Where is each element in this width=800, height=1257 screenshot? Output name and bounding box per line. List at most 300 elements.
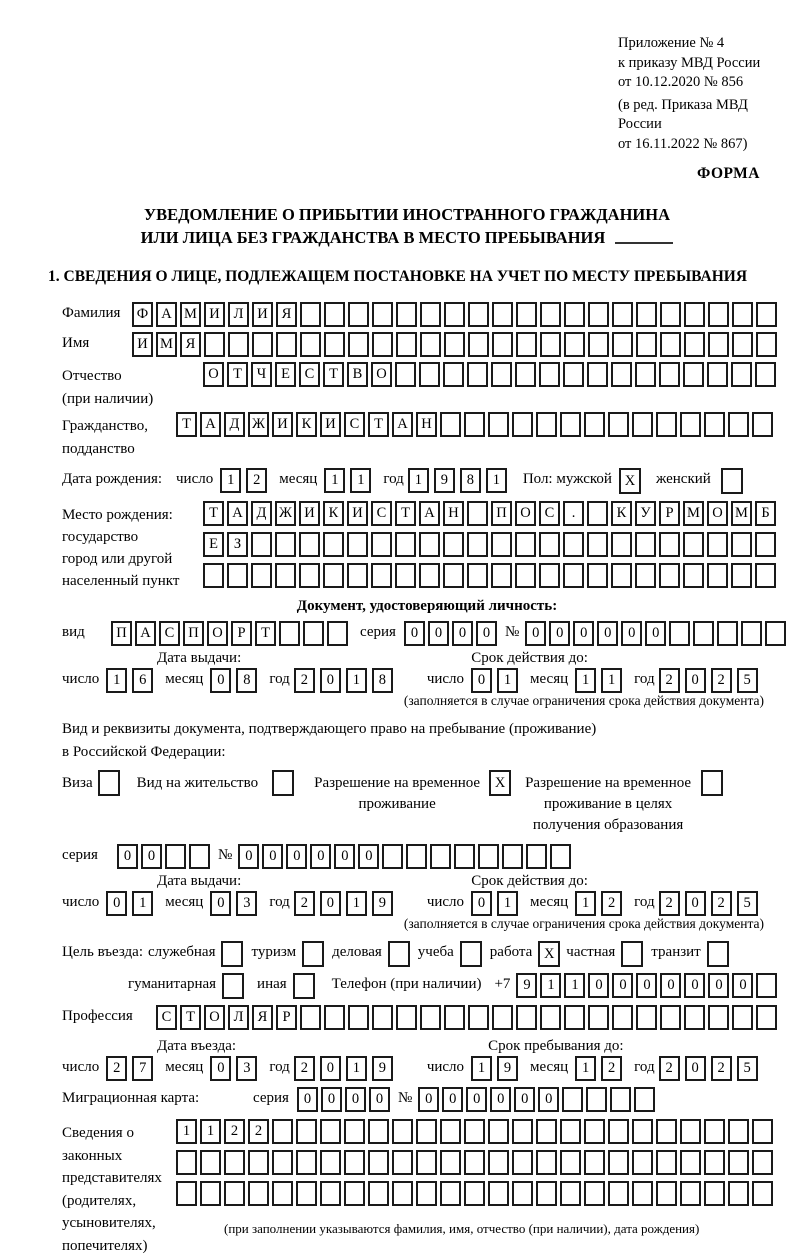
char-box[interactable] xyxy=(222,973,244,999)
char-box[interactable] xyxy=(396,302,417,327)
char-box[interactable]: 0 xyxy=(612,973,633,998)
char-box[interactable] xyxy=(392,1119,413,1144)
char-box[interactable] xyxy=(539,532,560,557)
char-box[interactable] xyxy=(419,563,440,588)
char-box[interactable]: 1 xyxy=(575,891,596,916)
char-box[interactable]: 0 xyxy=(321,1087,342,1112)
temp-residence-checkbox[interactable] xyxy=(489,770,511,796)
char-box[interactable] xyxy=(348,302,369,327)
char-box[interactable]: С xyxy=(299,362,320,387)
residence-series-boxes[interactable] xyxy=(117,844,213,869)
char-box[interactable]: 2 xyxy=(294,668,315,693)
char-box[interactable]: Р xyxy=(231,621,252,646)
char-box[interactable] xyxy=(588,1005,609,1030)
char-box[interactable] xyxy=(636,302,657,327)
birth-place-boxes-row1[interactable] xyxy=(203,501,779,526)
char-box[interactable]: 0 xyxy=(334,844,355,869)
char-box[interactable] xyxy=(550,844,571,869)
char-box[interactable]: 2 xyxy=(106,1056,127,1081)
purpose-rabota-checkbox[interactable] xyxy=(538,941,560,967)
char-box[interactable] xyxy=(731,563,752,588)
char-box[interactable] xyxy=(348,332,369,357)
birth-month-boxes[interactable] xyxy=(324,468,376,493)
char-box[interactable] xyxy=(388,941,410,967)
char-box[interactable]: М xyxy=(683,501,704,526)
char-box[interactable] xyxy=(632,1150,653,1175)
char-box[interactable] xyxy=(732,302,753,327)
char-box[interactable] xyxy=(516,1005,537,1030)
char-box[interactable] xyxy=(444,302,465,327)
char-box[interactable] xyxy=(610,1087,631,1112)
char-box[interactable] xyxy=(320,1150,341,1175)
char-box[interactable] xyxy=(632,412,653,437)
char-box[interactable] xyxy=(708,302,729,327)
char-box[interactable]: О xyxy=(371,362,392,387)
char-box[interactable] xyxy=(468,332,489,357)
migration-series-boxes[interactable] xyxy=(297,1087,393,1112)
char-box[interactable] xyxy=(755,563,776,588)
char-box[interactable]: 2 xyxy=(246,468,267,493)
char-box[interactable]: 0 xyxy=(320,891,341,916)
char-box[interactable] xyxy=(660,302,681,327)
char-box[interactable] xyxy=(467,532,488,557)
char-box[interactable]: К xyxy=(323,501,344,526)
char-box[interactable] xyxy=(460,941,482,967)
char-box[interactable]: Ч xyxy=(251,362,272,387)
char-box[interactable] xyxy=(392,1150,413,1175)
char-box[interactable] xyxy=(299,532,320,557)
char-box[interactable] xyxy=(320,1181,341,1206)
char-box[interactable] xyxy=(396,332,417,357)
char-box[interactable]: 5 xyxy=(737,1056,758,1081)
char-box[interactable] xyxy=(248,1150,269,1175)
birth-place-boxes-row2[interactable] xyxy=(203,532,779,557)
char-box[interactable] xyxy=(515,532,536,557)
char-box[interactable]: 7 xyxy=(132,1056,153,1081)
entry-year-boxes[interactable] xyxy=(294,1056,398,1081)
patronymic-boxes[interactable] xyxy=(203,362,779,387)
char-box[interactable]: X xyxy=(619,468,641,494)
char-box[interactable] xyxy=(467,563,488,588)
char-box[interactable]: Т xyxy=(255,621,276,646)
char-box[interactable] xyxy=(536,1119,557,1144)
char-box[interactable] xyxy=(296,1119,317,1144)
char-box[interactable]: 0 xyxy=(210,891,231,916)
char-box[interactable] xyxy=(344,1181,365,1206)
char-box[interactable]: Б xyxy=(755,501,776,526)
char-box[interactable]: 0 xyxy=(310,844,331,869)
char-box[interactable] xyxy=(464,1181,485,1206)
char-box[interactable]: 0 xyxy=(538,1087,559,1112)
purpose-inaya-checkbox[interactable] xyxy=(293,973,315,999)
doc-issue-day-boxes[interactable] xyxy=(106,668,158,693)
char-box[interactable] xyxy=(731,362,752,387)
char-box[interactable] xyxy=(752,1119,773,1144)
char-box[interactable] xyxy=(634,1087,655,1112)
char-box[interactable]: 0 xyxy=(117,844,138,869)
char-box[interactable] xyxy=(492,1005,513,1030)
char-box[interactable] xyxy=(707,532,728,557)
char-box[interactable]: Т xyxy=(368,412,389,437)
char-box[interactable]: 0 xyxy=(685,891,706,916)
char-box[interactable]: 0 xyxy=(286,844,307,869)
char-box[interactable] xyxy=(636,332,657,357)
char-box[interactable] xyxy=(636,1005,657,1030)
char-box[interactable] xyxy=(656,1119,677,1144)
char-box[interactable] xyxy=(621,941,643,967)
char-box[interactable] xyxy=(372,1005,393,1030)
char-box[interactable] xyxy=(588,332,609,357)
char-box[interactable] xyxy=(635,563,656,588)
char-box[interactable] xyxy=(732,332,753,357)
char-box[interactable] xyxy=(584,1181,605,1206)
char-box[interactable]: 1 xyxy=(497,891,518,916)
residence-number-boxes[interactable] xyxy=(238,844,574,869)
char-box[interactable]: К xyxy=(296,412,317,437)
char-box[interactable]: 0 xyxy=(597,621,618,646)
phone-boxes[interactable] xyxy=(516,973,780,998)
char-box[interactable] xyxy=(564,1005,585,1030)
char-box[interactable] xyxy=(512,1119,533,1144)
char-box[interactable] xyxy=(612,302,633,327)
char-box[interactable]: Е xyxy=(275,362,296,387)
char-box[interactable]: 1 xyxy=(601,668,622,693)
char-box[interactable] xyxy=(683,362,704,387)
char-box[interactable] xyxy=(176,1181,197,1206)
char-box[interactable] xyxy=(248,1181,269,1206)
char-box[interactable]: 1 xyxy=(220,468,241,493)
char-box[interactable] xyxy=(502,844,523,869)
char-box[interactable]: 0 xyxy=(262,844,283,869)
char-box[interactable]: Т xyxy=(323,362,344,387)
char-box[interactable] xyxy=(419,532,440,557)
char-box[interactable] xyxy=(608,1181,629,1206)
char-box[interactable] xyxy=(491,362,512,387)
char-box[interactable] xyxy=(560,1181,581,1206)
char-box[interactable] xyxy=(660,332,681,357)
char-box[interactable] xyxy=(454,844,475,869)
char-box[interactable]: Д xyxy=(224,412,245,437)
char-box[interactable] xyxy=(752,1181,773,1206)
char-box[interactable] xyxy=(468,1005,489,1030)
char-box[interactable] xyxy=(656,1181,677,1206)
char-box[interactable]: 9 xyxy=(516,973,537,998)
char-box[interactable]: 2 xyxy=(711,1056,732,1081)
char-box[interactable] xyxy=(536,1181,557,1206)
char-box[interactable] xyxy=(200,1150,221,1175)
char-box[interactable] xyxy=(200,1181,221,1206)
char-box[interactable]: Т xyxy=(180,1005,201,1030)
char-box[interactable] xyxy=(756,332,777,357)
char-box[interactable]: 0 xyxy=(685,668,706,693)
char-box[interactable] xyxy=(320,1119,341,1144)
char-box[interactable]: 0 xyxy=(476,621,497,646)
char-box[interactable]: С xyxy=(371,501,392,526)
char-box[interactable] xyxy=(560,1119,581,1144)
char-box[interactable]: С xyxy=(159,621,180,646)
char-box[interactable] xyxy=(279,621,300,646)
char-box[interactable]: 0 xyxy=(320,668,341,693)
char-box[interactable] xyxy=(540,302,561,327)
char-box[interactable] xyxy=(684,332,705,357)
char-box[interactable] xyxy=(252,332,273,357)
char-box[interactable]: С xyxy=(344,412,365,437)
char-box[interactable]: Е xyxy=(203,532,224,557)
surname-boxes[interactable] xyxy=(132,302,780,327)
char-box[interactable]: И xyxy=(320,412,341,437)
char-box[interactable] xyxy=(756,302,777,327)
char-box[interactable]: П xyxy=(111,621,132,646)
doc-issue-month-boxes[interactable] xyxy=(210,668,262,693)
representatives-boxes-row3[interactable] xyxy=(176,1181,776,1206)
char-box[interactable]: Н xyxy=(443,501,464,526)
char-box[interactable]: 0 xyxy=(621,621,642,646)
char-box[interactable]: 0 xyxy=(297,1087,318,1112)
char-box[interactable] xyxy=(251,532,272,557)
char-box[interactable] xyxy=(491,532,512,557)
residence-expiry-year-boxes[interactable] xyxy=(659,891,763,916)
char-box[interactable]: Я xyxy=(180,332,201,357)
char-box[interactable] xyxy=(344,1150,365,1175)
char-box[interactable] xyxy=(704,1181,725,1206)
char-box[interactable]: 0 xyxy=(369,1087,390,1112)
char-box[interactable] xyxy=(721,468,743,494)
char-box[interactable]: 1 xyxy=(497,668,518,693)
residence-issue-month-boxes[interactable] xyxy=(210,891,262,916)
char-box[interactable] xyxy=(467,501,488,526)
char-box[interactable] xyxy=(564,332,585,357)
char-box[interactable]: 3 xyxy=(236,1056,257,1081)
residence-permit-checkbox[interactable] xyxy=(272,770,294,796)
char-box[interactable]: Р xyxy=(659,501,680,526)
char-box[interactable] xyxy=(296,1150,317,1175)
char-box[interactable]: М xyxy=(180,302,201,327)
char-box[interactable] xyxy=(683,532,704,557)
sex-male-checkbox[interactable] xyxy=(619,468,641,494)
char-box[interactable] xyxy=(588,302,609,327)
char-box[interactable] xyxy=(635,362,656,387)
doc-number-boxes[interactable] xyxy=(525,621,789,646)
char-box[interactable]: С xyxy=(156,1005,177,1030)
char-box[interactable] xyxy=(515,563,536,588)
char-box[interactable] xyxy=(612,1005,633,1030)
char-box[interactable]: М xyxy=(156,332,177,357)
purpose-gumanitarnaya-checkbox[interactable] xyxy=(222,973,244,999)
purpose-chastnaya-checkbox[interactable] xyxy=(621,941,643,967)
char-box[interactable] xyxy=(584,1119,605,1144)
char-box[interactable]: 0 xyxy=(428,621,449,646)
char-box[interactable]: 2 xyxy=(659,1056,680,1081)
char-box[interactable] xyxy=(587,563,608,588)
char-box[interactable]: 0 xyxy=(514,1087,535,1112)
char-box[interactable]: 0 xyxy=(573,621,594,646)
char-box[interactable]: 2 xyxy=(711,668,732,693)
char-box[interactable] xyxy=(587,501,608,526)
char-box[interactable] xyxy=(420,332,441,357)
char-box[interactable] xyxy=(707,362,728,387)
char-box[interactable]: З xyxy=(227,532,248,557)
char-box[interactable]: 0 xyxy=(645,621,666,646)
char-box[interactable] xyxy=(204,332,225,357)
char-box[interactable] xyxy=(728,1119,749,1144)
char-box[interactable] xyxy=(440,1119,461,1144)
char-box[interactable]: 1 xyxy=(176,1119,197,1144)
char-box[interactable] xyxy=(539,362,560,387)
char-box[interactable]: 1 xyxy=(471,1056,492,1081)
char-box[interactable]: 8 xyxy=(460,468,481,493)
char-box[interactable] xyxy=(492,332,513,357)
char-box[interactable]: Л xyxy=(228,1005,249,1030)
char-box[interactable] xyxy=(296,1181,317,1206)
char-box[interactable] xyxy=(731,532,752,557)
char-box[interactable] xyxy=(98,770,120,796)
char-box[interactable]: 0 xyxy=(708,973,729,998)
char-box[interactable]: 9 xyxy=(497,1056,518,1081)
char-box[interactable] xyxy=(563,532,584,557)
char-box[interactable] xyxy=(563,563,584,588)
representatives-boxes-row2[interactable] xyxy=(176,1150,776,1175)
char-box[interactable]: А xyxy=(419,501,440,526)
doc-expiry-year-boxes[interactable] xyxy=(659,668,763,693)
char-box[interactable] xyxy=(444,332,465,357)
char-box[interactable] xyxy=(368,1119,389,1144)
stay-month-boxes[interactable] xyxy=(575,1056,627,1081)
char-box[interactable]: 9 xyxy=(434,468,455,493)
char-box[interactable] xyxy=(492,302,513,327)
doc-expiry-day-boxes[interactable] xyxy=(471,668,523,693)
char-box[interactable] xyxy=(395,563,416,588)
char-box[interactable] xyxy=(440,1150,461,1175)
char-box[interactable]: П xyxy=(183,621,204,646)
char-box[interactable] xyxy=(165,844,186,869)
char-box[interactable]: 0 xyxy=(636,973,657,998)
char-box[interactable]: О xyxy=(204,1005,225,1030)
birth-year-boxes[interactable] xyxy=(408,468,512,493)
char-box[interactable]: 0 xyxy=(404,621,425,646)
char-box[interactable]: 0 xyxy=(549,621,570,646)
char-box[interactable] xyxy=(324,302,345,327)
char-box[interactable] xyxy=(478,844,499,869)
char-box[interactable] xyxy=(488,1181,509,1206)
char-box[interactable] xyxy=(707,563,728,588)
char-box[interactable] xyxy=(176,1150,197,1175)
char-box[interactable] xyxy=(272,1119,293,1144)
char-box[interactable] xyxy=(741,621,762,646)
char-box[interactable]: 2 xyxy=(294,891,315,916)
char-box[interactable] xyxy=(526,844,547,869)
char-box[interactable]: 1 xyxy=(346,668,367,693)
char-box[interactable] xyxy=(756,1005,777,1030)
char-box[interactable]: 3 xyxy=(236,891,257,916)
char-box[interactable] xyxy=(756,973,777,998)
visa-checkbox[interactable] xyxy=(98,770,120,796)
char-box[interactable]: У xyxy=(635,501,656,526)
char-box[interactable]: 0 xyxy=(141,844,162,869)
char-box[interactable] xyxy=(272,1150,293,1175)
char-box[interactable]: Ф xyxy=(132,302,153,327)
purpose-ucheba-checkbox[interactable] xyxy=(460,941,482,967)
entry-day-boxes[interactable] xyxy=(106,1056,158,1081)
char-box[interactable] xyxy=(632,1181,653,1206)
char-box[interactable]: А xyxy=(392,412,413,437)
char-box[interactable]: Р xyxy=(276,1005,297,1030)
char-box[interactable] xyxy=(683,563,704,588)
char-box[interactable] xyxy=(347,563,368,588)
citizenship-boxes[interactable] xyxy=(176,412,776,437)
char-box[interactable] xyxy=(656,1150,677,1175)
char-box[interactable]: Т xyxy=(227,362,248,387)
entry-month-boxes[interactable] xyxy=(210,1056,262,1081)
char-box[interactable] xyxy=(608,412,629,437)
char-box[interactable]: 2 xyxy=(601,1056,622,1081)
char-box[interactable] xyxy=(416,1181,437,1206)
char-box[interactable] xyxy=(300,332,321,357)
char-box[interactable] xyxy=(752,412,773,437)
char-box[interactable] xyxy=(467,362,488,387)
char-box[interactable] xyxy=(302,941,324,967)
char-box[interactable] xyxy=(368,1181,389,1206)
char-box[interactable] xyxy=(632,1119,653,1144)
char-box[interactable]: С xyxy=(539,501,560,526)
purpose-tranzit-checkbox[interactable] xyxy=(707,941,729,967)
char-box[interactable] xyxy=(275,532,296,557)
birth-place-boxes-row3[interactable] xyxy=(203,563,779,588)
char-box[interactable]: П xyxy=(491,501,512,526)
char-box[interactable]: 0 xyxy=(685,1056,706,1081)
char-box[interactable] xyxy=(586,1087,607,1112)
char-box[interactable]: А xyxy=(227,501,248,526)
char-box[interactable]: Д xyxy=(251,501,272,526)
residence-expiry-day-boxes[interactable] xyxy=(471,891,523,916)
char-box[interactable]: 0 xyxy=(525,621,546,646)
char-box[interactable] xyxy=(464,412,485,437)
char-box[interactable] xyxy=(491,563,512,588)
sex-female-checkbox[interactable] xyxy=(721,468,743,494)
char-box[interactable]: 1 xyxy=(575,1056,596,1081)
char-box[interactable] xyxy=(323,563,344,588)
char-box[interactable]: А xyxy=(156,302,177,327)
char-box[interactable]: 0 xyxy=(210,1056,231,1081)
char-box[interactable] xyxy=(684,302,705,327)
char-box[interactable] xyxy=(684,1005,705,1030)
char-box[interactable] xyxy=(395,362,416,387)
char-box[interactable]: 2 xyxy=(659,668,680,693)
char-box[interactable] xyxy=(728,412,749,437)
char-box[interactable] xyxy=(443,532,464,557)
char-box[interactable] xyxy=(659,362,680,387)
birth-day-boxes[interactable] xyxy=(220,468,272,493)
char-box[interactable] xyxy=(680,1119,701,1144)
char-box[interactable] xyxy=(440,412,461,437)
char-box[interactable] xyxy=(693,621,714,646)
char-box[interactable] xyxy=(765,621,786,646)
char-box[interactable] xyxy=(728,1181,749,1206)
char-box[interactable]: 0 xyxy=(210,668,231,693)
char-box[interactable] xyxy=(732,1005,753,1030)
char-box[interactable]: 9 xyxy=(372,891,393,916)
temp-residence-education-checkbox[interactable] xyxy=(701,770,723,796)
char-box[interactable]: Т xyxy=(203,501,224,526)
char-box[interactable] xyxy=(272,770,294,796)
char-box[interactable] xyxy=(275,563,296,588)
char-box[interactable]: И xyxy=(299,501,320,526)
char-box[interactable] xyxy=(324,1005,345,1030)
char-box[interactable] xyxy=(372,332,393,357)
char-box[interactable] xyxy=(563,362,584,387)
doc-expiry-month-boxes[interactable] xyxy=(575,668,627,693)
char-box[interactable] xyxy=(704,412,725,437)
char-box[interactable] xyxy=(443,563,464,588)
